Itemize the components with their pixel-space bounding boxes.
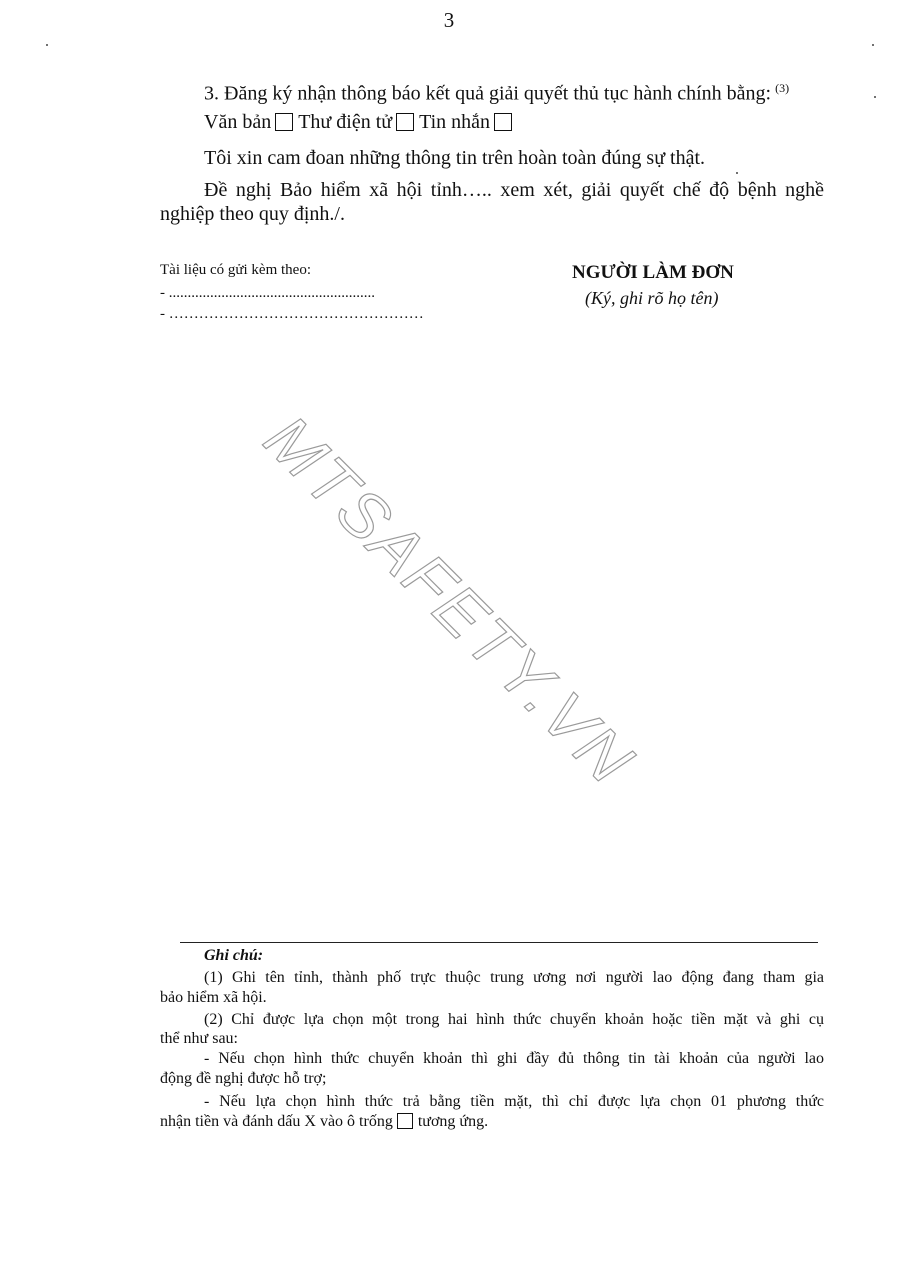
note-1-line-2: bảo hiểm xã hội. [160,989,267,1006]
notification-options [204,110,517,134]
notes-divider [180,942,818,943]
attachment-line-2: - …………………………………………… [160,306,424,322]
signer-title: NGƯỜI LÀM ĐƠN [572,262,734,283]
checkbox-tin-nhan[interactable] [494,113,512,131]
note-3-line-1: - Nếu chọn hình thức chuyển khoản thì ghi đầy đủ thông tin tài khoản của người lao [204,1050,824,1067]
note-1-line-1: (1) Ghi tên tỉnh, thành phố trực thuộc trung ương nơi người lao động đang tham gia [204,969,824,986]
checkbox-van-ban[interactable] [275,113,293,131]
section-3-text: 3. Đăng ký nhận thông báo kết quả giải quyết thủ tục hành chính bằng: [204,82,772,105]
watermark: MTSAFETY.VN [250,400,650,800]
request-line-2: nghiệp theo quy định./. [160,203,345,225]
scan-speck [872,44,874,46]
option-label-tin-nhan: Tin nhắn [419,111,491,133]
page-number: 3 [443,8,455,32]
note-2-line-1: (2) Chỉ được lựa chọn một trong hai hình thức chuyển khoản hoặc tiền mặt và ghi cụ [204,1011,824,1028]
note-3-line-2: động đề nghị được hỗ trợ; [160,1070,327,1087]
section-3-line [204,76,789,106]
note-2-line-2: thể như sau: [160,1030,238,1047]
scan-speck [874,96,876,98]
request-line-1: Đề nghị Bảo hiểm xã hội tỉnh….. xem xét, giải quyết chế độ bệnh nghề [204,179,824,201]
commitment-statement: Tôi xin cam đoan những thông tin trên hoàn toàn đúng sự thật. [204,147,706,169]
note-4-text-after: tương ứng. [417,1113,489,1130]
footnote-marker-3: (3) [775,81,790,95]
empty-checkbox-sample [397,1113,413,1129]
note-4-text-before: nhận tiền và đánh dấu X vào ô trống [160,1113,393,1130]
note-4-line-2 [160,1112,488,1132]
signer-instruction: (Ký, ghi rõ họ tên) [585,288,719,308]
note-4-line-1: - Nếu lựa chọn hình thức trả bằng tiền mặt, thì chỉ được lựa chọn 01 phương thức [204,1093,824,1110]
attachment-line-1: - ....................................................... [160,285,375,301]
option-label-thu-dien-tu: Thư điện tử [298,111,393,133]
scan-speck [736,172,738,174]
scan-speck [46,44,48,46]
option-label-van-ban: Văn bản [204,111,272,133]
checkbox-thu-dien-tu[interactable] [396,113,414,131]
notes-title: Ghi chú: [204,947,264,964]
attachments-label: Tài liệu có gửi kèm theo: [160,262,312,278]
